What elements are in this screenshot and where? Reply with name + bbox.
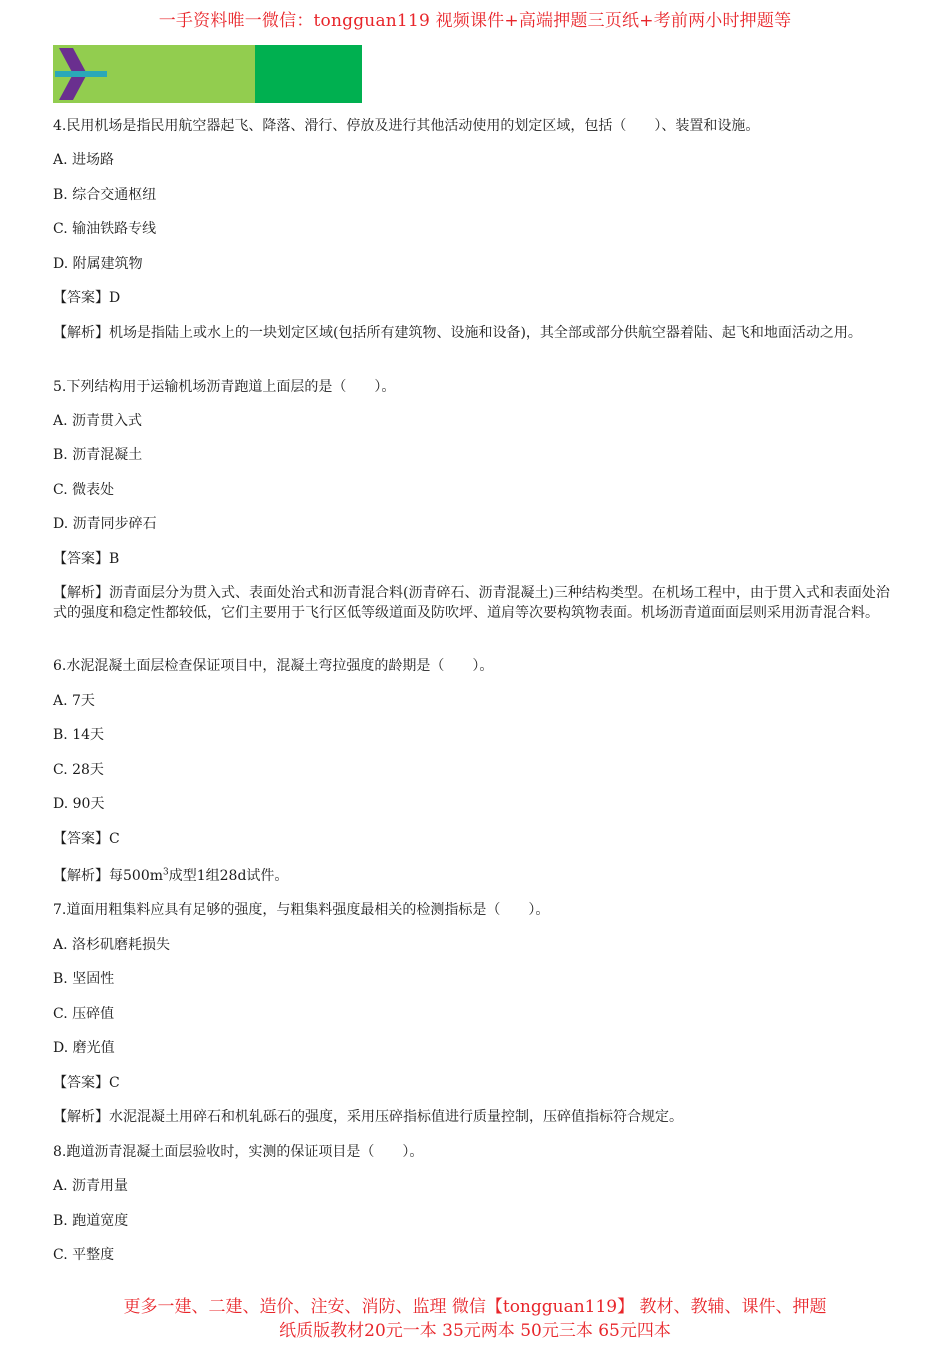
question-7-analysis: 【解析】水泥混凝土用碎石和机轧砾石的强度，采用压碎指标值进行质量控制，压碎值指标符合规定。 <box>53 1109 683 1125</box>
question-6-option-a: A. 7天 <box>53 693 95 709</box>
question-6-analysis-text-end: 成型1组28d试件。 <box>168 868 289 884</box>
question-6-stem: 6.水泥混凝土面层检查保证项目中，混凝土弯拉强度的龄期是（ ）。 <box>53 658 494 674</box>
question-7-option-a: A. 洛杉矶磨耗损失 <box>53 937 171 953</box>
logo-arrow-icon <box>53 45 362 103</box>
question-8-option-c: C. 平整度 <box>53 1247 115 1263</box>
question-6-analysis-text: 【解析】每500m <box>53 868 163 884</box>
question-4-answer: 【答案】D <box>53 290 121 306</box>
footer-banner-line2: 纸质版教材20元一本 35元两本 50元三本 65元四本 <box>279 1321 671 1341</box>
question-5-analysis: 【解析】沥青面层分为贯入式、表面处治式和沥青混合料(沥青碎石、沥青混凝土)三种结构类型。在机场工程中，由于贯入式和表面处治式的强度和稳定性都较低，它们主要用于飞行区低等级道面及防吹坪、道肩等次要构筑物表面。机场沥青道面面层则采用沥青混合料。 <box>53 585 890 621</box>
question-4-option-b: B. 综合交通枢纽 <box>53 187 157 203</box>
question-4-analysis: 【解析】机场是指陆上或水上的一块划定区域(包括所有建筑物、设施和设备)，其全部或部分供航空器着陆、起飞和地面活动之用。 <box>53 325 862 341</box>
question-7-answer: 【答案】C <box>53 1075 120 1091</box>
footer-banner-line1: 更多一建、二建、造价、注安、消防、监理 微信【tongguan119】 教材、教辅、课件、押题 <box>123 1297 827 1317</box>
question-5-option-d: D. 沥青同步碎石 <box>53 516 157 532</box>
question-6-analysis <box>53 866 898 886</box>
question-6-answer: 【答案】C <box>53 831 120 847</box>
question-6-analysis-superscript: 3 <box>163 867 169 878</box>
question-6-option-d: D. 90天 <box>53 796 105 812</box>
logo <box>53 45 362 103</box>
question-4-stem: 4.民用机场是指民用航空器起飞、降落、滑行、停放及进行其他活动使用的划定区域，包括（ ）、装置和设施。 <box>53 118 760 134</box>
question-5-option-b: B. 沥青混凝土 <box>53 447 143 463</box>
question-8-option-b: B. 跑道宽度 <box>53 1213 129 1229</box>
question-4-option-a: A. 进场路 <box>53 152 115 168</box>
question-4-option-c: C. 输油铁路专线 <box>53 221 157 237</box>
question-5-stem: 5.下列结构用于运输机场沥青跑道上面层的是（ ）。 <box>53 379 396 395</box>
top-banner: 一手资料唯一微信：tongguan119 视频课件+高端押题三页纸+考前两小时押题等 <box>158 11 792 31</box>
question-8-option-a: A. 沥青用量 <box>53 1178 129 1194</box>
question-5-option-c: C. 微表处 <box>53 482 115 498</box>
question-8-stem: 8.跑道沥青混凝土面层验收时，实测的保证项目是（ ）。 <box>53 1144 424 1160</box>
question-5-answer: 【答案】B <box>53 551 120 567</box>
question-7-option-b: B. 坚固性 <box>53 971 115 987</box>
question-4-option-d: D. 附属建筑物 <box>53 256 143 272</box>
question-7-option-c: C. 压碎值 <box>53 1006 115 1022</box>
question-6-option-b: B. 14天 <box>53 727 105 743</box>
question-7-stem: 7.道面用粗集料应具有足够的强度，与粗集料强度最相关的检测指标是（ ）。 <box>53 902 550 918</box>
question-7-option-d: D. 磨光值 <box>53 1040 115 1056</box>
question-6-option-c: C. 28天 <box>53 762 104 778</box>
question-5-option-a: A. 沥青贯入式 <box>53 413 143 429</box>
